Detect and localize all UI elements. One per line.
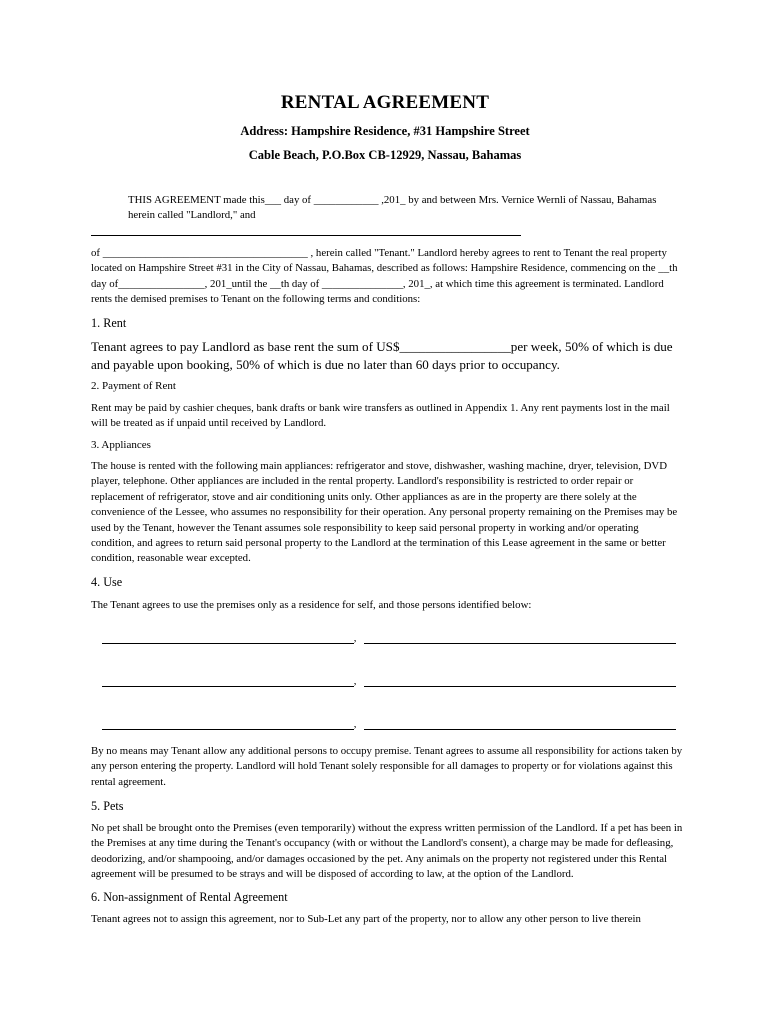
section-body-pets: No pet shall be brought onto the Premises (even temporarily) without the express written permission of the Landlord. If a pet has been in the Premises at any time during the Tenant's occupancy (with or without the Landlord's consent), a charge may be made for defleasing, deodorizing, and/or shampooing, and/or damages occasioned by the pet. Any animals on the property not registered under this Rental agreement will be presumed to be strays and will be disposed of according to law, at the option of the Landlord.	[91, 822, 683, 881]
occupant-line-2	[91, 663, 676, 699]
section-body-rent: Tenant agrees to pay Landlord as base rent the sum of US$_________________per week, 50% of which is due and payable upon booking, 50% of which is due no later than 60 days prior to occupancy.	[91, 339, 673, 372]
occupant-comma: ,	[353, 675, 357, 687]
occupant-name-blank	[364, 633, 676, 644]
address-line-2: Cable Beach, P.O.Box CB-12929, Nassau, Bahamas	[248, 148, 522, 162]
tenant-paragraph: of ______________________________________ , herein called "Tenant." Landlord hereby agrees to rent to Tenant the real property located on Hampshire Street #31 in the City of Nassau, Bahamas, described as follows: Hampshire Residence, commencing on the __th day of________________, 201_until the __th day of _______________, 201_, at which time this agreement is terminated. Landlord rents the demised premises to Tenant on the following terms and conditions:	[91, 247, 678, 306]
occupant-comma: ,	[353, 632, 357, 644]
section-body-appliances: The house is rented with the following main appliances: refrigerator and stove, dishwasher, washing machine, dryer, television, DVD player, telephone. Other appliances are included in the rental property. Landlord's responsibility is restricted to order repair or replacement of refrigerator, stove and air conditioning units only. Other appliances as are in the property are there solely at the convenience of the Lessee, who assumes no responsibility for their operation. Any personal property remaining on the Premises may be used by the Tenant, however the Tenant assumes sole responsibility to keep said personal property in working and/or operating condition, and agrees to return said personal property to the Landlord at the termination of this Lease agreement in the same or better condition, reasonable wear excepted.	[91, 460, 678, 565]
occupant-comma: ,	[353, 718, 357, 730]
section-heading-rent: 1. Rent	[91, 316, 127, 330]
section-heading-use: 4. Use	[91, 575, 123, 589]
section-body-use-restrictions: By no means may Tenant allow any additional persons to occupy premise. Tenant agrees to assume all responsibility for actions taken by any person entering the property. Landlord will hold Tenant solely responsible for all damages to property or for violations against this rental agreement.	[91, 745, 683, 788]
occupant-name-blank	[102, 719, 354, 730]
blank-rule	[91, 235, 521, 236]
occupant-name-blank	[364, 676, 676, 687]
occupant-name-blank	[102, 633, 354, 644]
section-heading-pets: 5. Pets	[91, 799, 124, 813]
section-body-payment: Rent may be paid by cashier cheques, bank drafts or bank wire transfers as outlined in Appendix 1. Any rent payments lost in the mail will be treated as if unpaid until received by Landlord.	[91, 402, 670, 430]
section-body-use: The Tenant agrees to use the premises only as a residence for self, and those persons identified below:	[91, 599, 532, 611]
occupant-name-blank	[364, 719, 676, 730]
intro-paragraph: THIS AGREEMENT made this___ day of ____________ ,201_ by and between Mrs. Vernice Wernli of Nassau, Bahamas herein called "Landlord," and	[128, 194, 657, 222]
occupant-line-1	[91, 620, 676, 656]
section-heading-non-assignment: 6. Non-assignment of Rental Agreement	[91, 890, 288, 904]
occupant-name-blank	[102, 676, 354, 687]
document-title: RENTAL AGREEMENT	[280, 92, 490, 113]
section-heading-payment: 2. Payment of Rent	[91, 380, 176, 392]
section-body-non-assignment: Tenant agrees not to assign this agreement, nor to Sub-Let any part of the property, nor to allow any other person to live therein	[91, 913, 641, 925]
address-line-1: Address: Hampshire Residence, #31 Hampshire Street	[240, 124, 530, 138]
occupant-line-3	[91, 706, 676, 742]
section-heading-appliances: 3. Appliances	[91, 439, 151, 451]
